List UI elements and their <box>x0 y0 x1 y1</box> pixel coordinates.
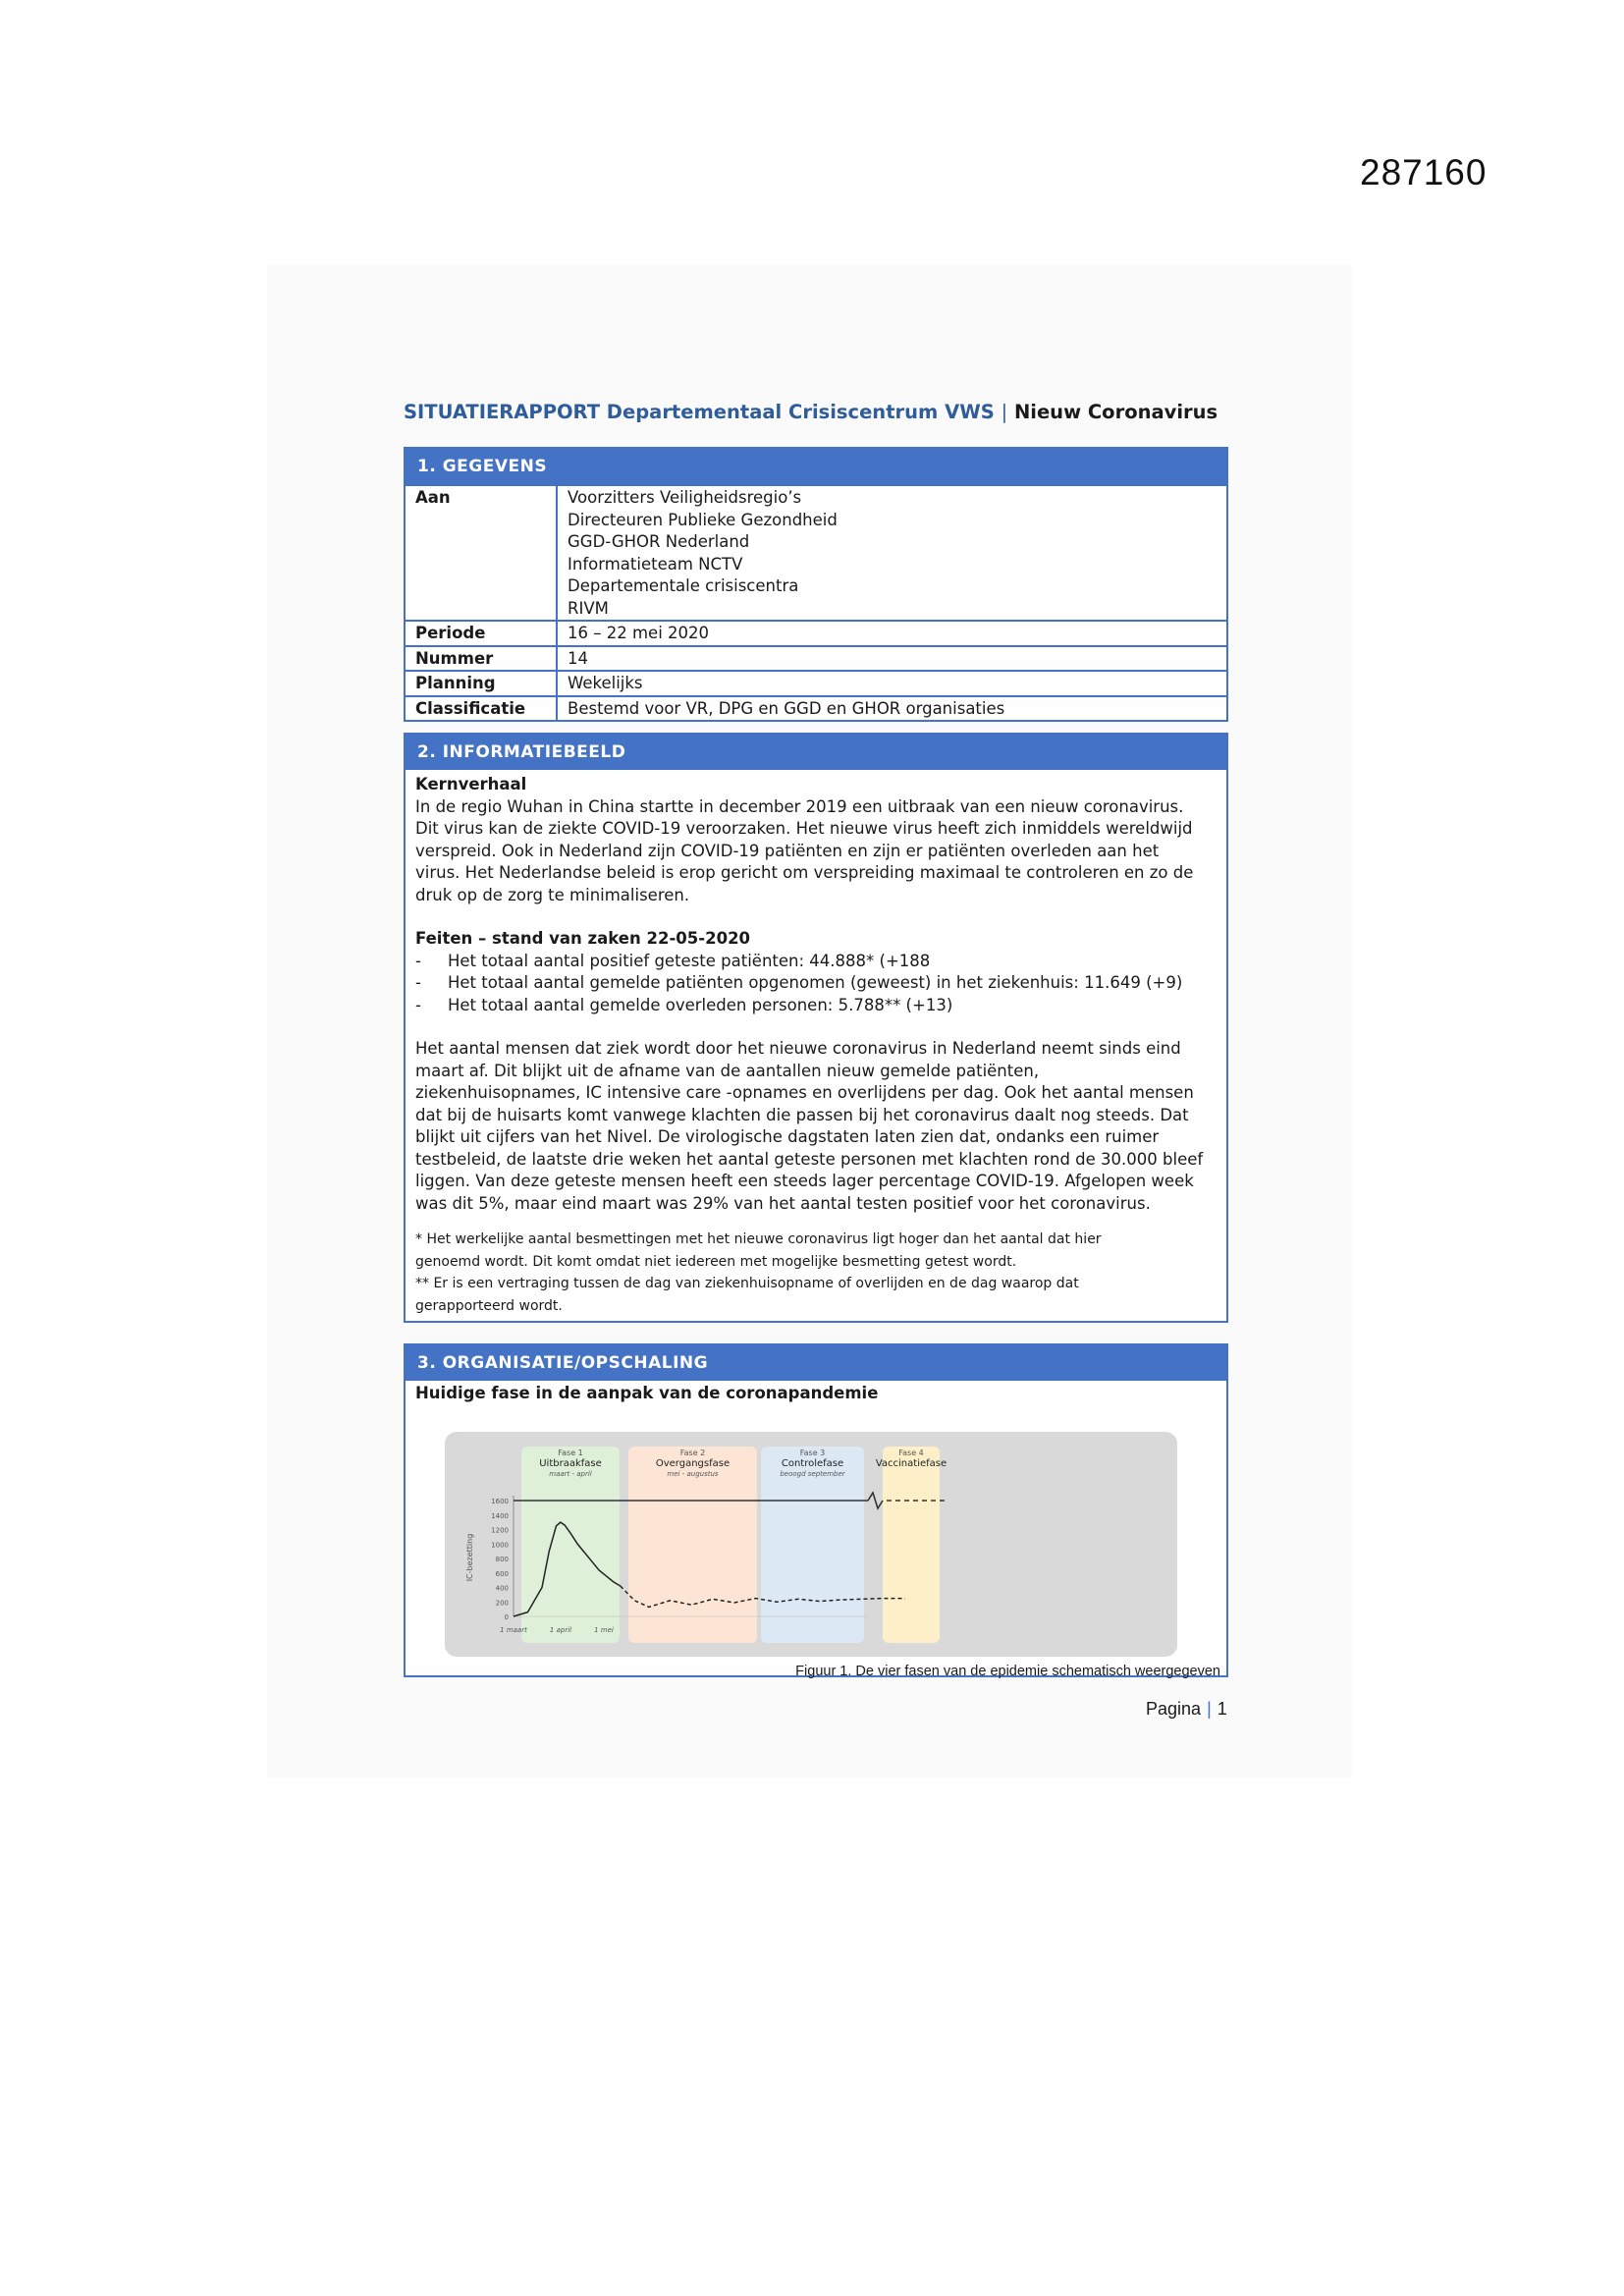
paragraph-line: blijkt uit cijfers van het Nivel. De virologische dagstaten laten zien dat, ondanks een ruimer <box>415 1127 1160 1146</box>
fact-item <box>415 972 1217 995</box>
fact-text: Het totaal aantal gemelde patiënten opgenomen (geweest) in het ziekenhuis: 11.649 (+9) <box>448 973 1183 992</box>
fact-item <box>415 995 1217 1017</box>
footer-separator: | <box>1207 1699 1212 1719</box>
y-tick-label: 1000 <box>491 1541 509 1550</box>
phase-number: Fase 1 <box>558 1449 583 1457</box>
section-title: 2. INFORMATIEBEELD <box>406 735 1226 770</box>
kernverhaal-line: verspreid. Ook in Nederland zijn COVID-19 patiënten en zijn er patiënten overleden aan het <box>415 841 1160 860</box>
gegevens-value-line: 14 <box>568 648 588 668</box>
facts-list <box>415 951 1217 1017</box>
fact-text: Het totaal aantal positief geteste patiënten: 44.888* (+188 <box>448 951 931 970</box>
y-tick-label: 1400 <box>491 1511 509 1520</box>
footnote-line: * Het werkelijke aantal besmettingen met het nieuwe coronavirus ligt hoger dan het aantal dat hier <box>415 1231 1102 1247</box>
document-number: 287160 <box>1360 152 1488 192</box>
phase-chart <box>445 1432 1177 1657</box>
gegevens-value <box>557 671 1226 696</box>
page-footer <box>1146 1699 1227 1720</box>
gegevens-row <box>406 485 1226 621</box>
paragraph-line: was dit 5%, maar eind maart was 29% van het aantal testen positief voor het coronavirus. <box>415 1193 1151 1213</box>
paragraph-line: testbeleid, de laatste drie weken het aantal geteste personen met klachten rond de 30.000 bleef <box>415 1149 1204 1169</box>
x-tick-label: 1 mei <box>594 1626 614 1634</box>
gegevens-value-line: Departementale crisiscentra <box>568 576 799 595</box>
footnote-line: gerapporteerd wordt. <box>415 1297 563 1314</box>
gegevens-value-line: GGD-GHOR Nederland <box>568 532 750 551</box>
paragraph-line: ziekenhuisopnames, IC intensive care -opnames en overlijdens per dag. Ook het aantal mensen <box>415 1083 1194 1102</box>
gegevens-table <box>406 484 1226 720</box>
phase-period: maart - april <box>549 1470 592 1478</box>
phase-name: Uitbraakfase <box>539 1458 602 1469</box>
y-tick-label: 800 <box>495 1556 509 1563</box>
y-tick-label: 1200 <box>491 1526 509 1535</box>
figure-caption: Figuur 1. De vier fasen van de epidemie schematisch weergegeven <box>795 1664 1220 1679</box>
fact-dash: - <box>415 973 421 992</box>
gegevens-value <box>557 485 1226 621</box>
phase-number: Fase 2 <box>679 1449 706 1457</box>
section-informatiebeeld <box>404 733 1228 1323</box>
y-tick-label: 0 <box>504 1613 509 1621</box>
report-header <box>404 401 1228 423</box>
phase-box <box>883 1447 940 1643</box>
fact-dash: - <box>415 995 421 1014</box>
phase-number: Fase 4 <box>898 1449 924 1457</box>
phase-name: Overgangsfase <box>655 1458 731 1469</box>
gegevens-value-line: Voorzitters Veiligheidsregio’s <box>568 488 802 507</box>
gegevens-row <box>406 646 1226 672</box>
gegevens-value-line: Directeuren Publieke Gezondheid <box>568 510 838 529</box>
footnote-line: genoemd wordt. Dit komt omdat niet iedereen met mogelijke besmetting getest wordt. <box>415 1253 1017 1270</box>
kernverhaal-heading: Kernverhaal <box>415 775 527 793</box>
header-separator: | <box>1001 401 1008 423</box>
capacity-break <box>868 1493 883 1508</box>
footnote-line: ** Er is een vertraging tussen de dag van ziekenhuisopname of overlijden en de dag waarop dat <box>415 1276 1079 1291</box>
kernverhaal-text <box>415 796 1217 907</box>
gegevens-row <box>406 671 1226 696</box>
section-title: 3. ORGANISATIE/OPSCHALING <box>406 1345 1226 1381</box>
section-gegevens <box>404 447 1228 722</box>
y-tick-label: 600 <box>495 1569 509 1578</box>
gegevens-value-line: 16 – 22 mei 2020 <box>568 624 710 642</box>
report-title: SITUATIERAPPORT Departementaal Crisiscentrum VWS <box>404 401 995 423</box>
kernverhaal-line: druk op de zorg te minimaliseren. <box>415 885 690 904</box>
gegevens-key: Planning <box>406 671 557 696</box>
page-label: Pagina <box>1146 1699 1202 1719</box>
fact-text: Het totaal aantal gemelde overleden personen: 5.788** (+13) <box>448 995 953 1014</box>
kernverhaal-line: Dit virus kan de ziekte COVID-19 veroorzaken. Het nieuwe virus heeft zich inmiddels wereldwijd <box>415 819 1193 838</box>
phase-name: Controlefase <box>781 1458 844 1469</box>
phase-name: Vaccinatiefase <box>875 1458 947 1469</box>
paragraph-line: liggen. Van deze geteste mensen heeft een steeds lager percentage COVID-19. Afgelopen week <box>415 1172 1194 1190</box>
paragraph-line: Het aantal mensen dat ziek wordt door het nieuwe coronavirus in Nederland neemt sinds eind <box>415 1039 1181 1058</box>
gegevens-value <box>557 621 1226 646</box>
y-axis-label: IC-bezetting <box>465 1533 474 1582</box>
paragraph-line: maart af. Dit blijkt uit de afname van de aantallen nieuw gemelde patiënten, <box>415 1061 1040 1080</box>
phase-subtitle: Huidige fase in de aanpak van de coronapandemie <box>415 1384 879 1402</box>
gegevens-value <box>557 646 1226 672</box>
phase-figure <box>445 1432 1177 1657</box>
section-organisatie <box>404 1343 1228 1677</box>
kernverhaal-line: In de regio Wuhan in China startte in december 2019 een uitbraak van een nieuw coronavirus. <box>415 796 1184 816</box>
page-number: 1 <box>1217 1699 1227 1719</box>
footnotes <box>415 1229 1217 1317</box>
gegevens-value-line: RIVM <box>568 598 609 618</box>
section-title: 1. GEGEVENS <box>406 449 1226 484</box>
gegevens-row <box>406 696 1226 721</box>
phase-period: beoogd september <box>780 1470 845 1478</box>
gegevens-value <box>557 696 1226 721</box>
gegevens-row <box>406 621 1226 646</box>
gegevens-key: Periode <box>406 621 557 646</box>
report-subject: Nieuw Coronavirus <box>1013 401 1218 423</box>
y-tick-label: 1600 <box>491 1498 509 1505</box>
fact-item <box>415 951 1217 973</box>
gegevens-value-line: Informatieteam NCTV <box>568 554 743 574</box>
x-tick-label: 1 maart <box>500 1626 527 1634</box>
y-tick-label: 400 <box>495 1584 509 1593</box>
situation-paragraph <box>415 1038 1217 1215</box>
feiten-heading: Feiten – stand van zaken 22-05-2020 <box>415 929 751 948</box>
gegevens-key: Nummer <box>406 646 557 672</box>
x-tick-label: 1 april <box>549 1626 572 1634</box>
fact-dash: - <box>415 951 421 970</box>
kernverhaal-line: virus. Het Nederlandse beleid is erop gericht om verspreiding maximaal te controleren en zo de <box>415 863 1194 882</box>
gegevens-value-line: Bestemd voor VR, DPG en GGD en GHOR organisaties <box>568 698 1005 718</box>
paragraph-line: dat bij de huisarts komt vanwege klachten die passen bij het coronavirus daalt nog steeds. Dat <box>415 1105 1189 1124</box>
phase-number: Fase 3 <box>799 1449 826 1457</box>
gegevens-value-line: Wekelijks <box>568 674 643 692</box>
phase-period: mei - augustus <box>667 1470 719 1478</box>
gegevens-key: Classificatie <box>406 696 557 721</box>
gegevens-key: Aan <box>406 485 557 621</box>
y-tick-label: 200 <box>495 1599 509 1608</box>
